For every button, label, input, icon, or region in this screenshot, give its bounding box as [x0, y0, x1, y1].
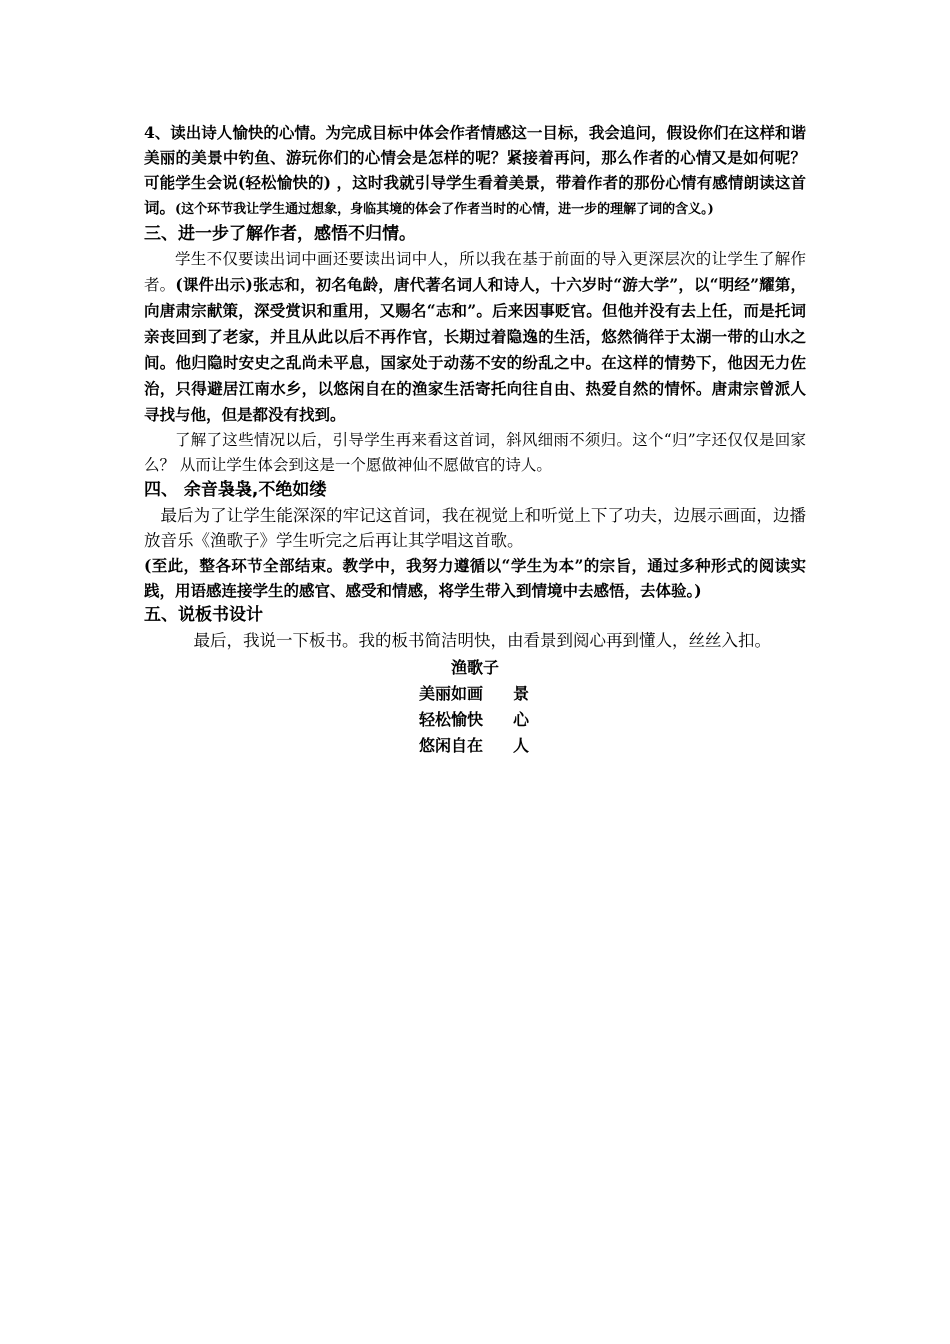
section4-heading: 四、 余音袅袅,不绝如缕: [144, 480, 327, 500]
section5-paragraph: 最后，我说一下板书。我的板书简洁明快，由看景到阅心再到懂人，丝丝入扣。: [193, 631, 771, 650]
section4-summary: (至此，整各环节全部结束。教学中，我努力遵循以“学生为本”的宗旨，通过多种形式的阅读实践，用语感连接学生的感官、感受和情感，将学生带入到情境中去感悟，去体验。): [144, 556, 806, 600]
board-row-left: 美丽如画: [418, 684, 483, 703]
board-row: [144, 733, 806, 759]
board-title: 渔歌子: [450, 658, 499, 677]
blackboard-design: [144, 655, 806, 759]
board-row-left: 轻松愉快: [418, 710, 483, 729]
section3-heading: 三、进一步了解作者，感悟不归情。: [144, 224, 416, 244]
section4-prev-lead: 4、读出诗人愉快的心情。为完成目标中体会作者情感这一目标，我会追问，假设你们在这样和谐美丽的美景中钓鱼、游玩你们的心情会是怎样的呢？紧接着再问，那么作者的心情又是如何呢？可能学生会说(轻松愉快的) ，这时我就引导学生看着美景，带着作者的那份心情有感情朗读这首词。: [144, 123, 806, 217]
document-page: [144, 120, 806, 759]
board-row-right: 心: [513, 710, 530, 729]
section3-para1-plain: 学生不仅要读出词中画还要读出词中人，所以我在基于前面的导入更深层次的让学生了解作者。: [144, 250, 806, 294]
board-row-right: 人: [513, 736, 530, 755]
section4-prev-note: (这个环节我让学生通过想象，身临其境的体会了作者当时的心情，进一步的理解了词的含义。): [175, 202, 714, 217]
section3-para1-bold: (课件出示)张志和，初名龟龄，唐代著名词人和诗人，十六岁时“游大学”，以“明经”耀第，向唐肃宗献策，深受赏识和重用，又赐名“志和”。后来因事贬官。但他并没有去上任，而是托词亲丧回到了老家，并且从此以后不再作官，长期过着隐逸的生活，悠然徜徉于太湖一带的山水之间。他归隐时安史之乱尚未平息，国家处于动荡不安的纷乱之中。在这样的情势下，他因无力佐治，只得避居江南水乡，以悠闲自在的渔家生活寄托向往自由、热爱自然的情怀。唐肃宗曾派人寻找与他，但是都没有找到。: [144, 275, 806, 424]
board-row-right: 景: [513, 684, 530, 703]
section3-paragraph-2: 了解了这些情况以后，引导学生再来看这首词，斜风细雨不须归。这个“归”字还仅仅是回家么？ 从而让学生体会到这是一个愿做神仙不愿做官的诗人。: [144, 431, 806, 474]
section5-heading: 五、说板书设计: [144, 605, 263, 625]
board-row: [144, 707, 806, 733]
section4-prev-paragraph: [144, 120, 806, 222]
section4-paragraph: 最后为了让学生能深深的牢记这首词，我在视觉上和听觉上下了功夫，边展示画面，边播放音乐《渔歌子》学生听完之后再让其学唱这首歌。: [144, 506, 806, 550]
board-row-left: 悠闲自在: [418, 736, 483, 755]
board-row: [144, 681, 806, 707]
section3-paragraph-1: [144, 247, 806, 428]
